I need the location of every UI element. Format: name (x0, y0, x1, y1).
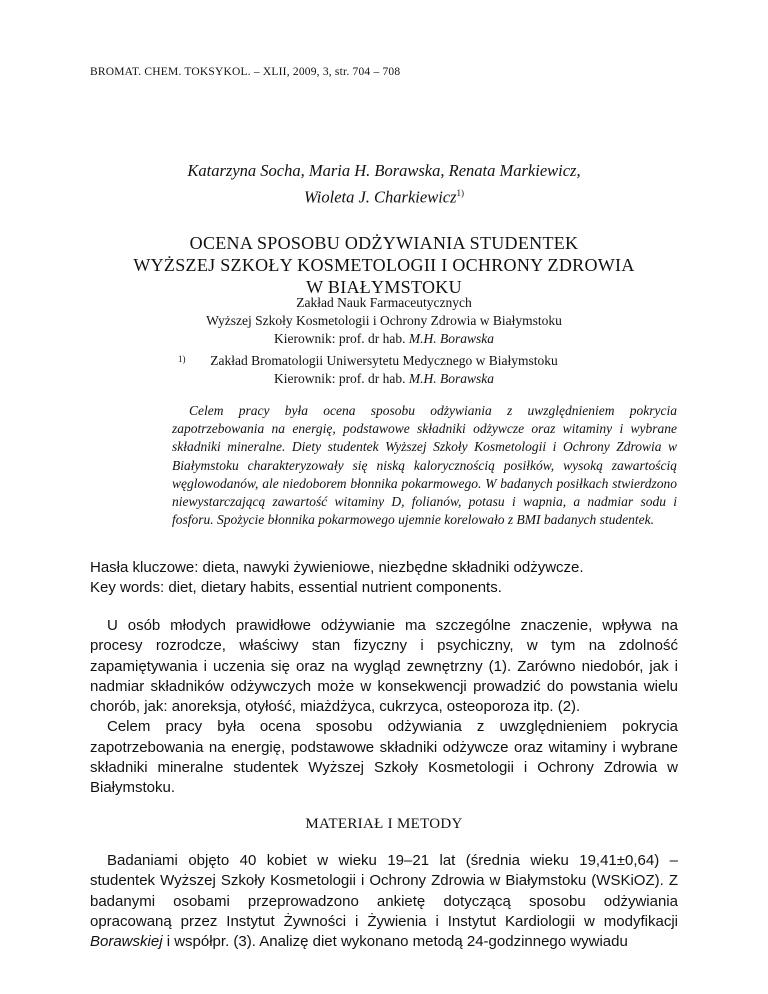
journal-reference: BROMAT. CHEM. TOKSYKOL. – XLII, 2009, 3, str. 704 – 708 (90, 66, 401, 78)
affiliation-1-head (90, 330, 678, 348)
methods (90, 851, 678, 952)
title-line-3: W BIAŁYMSTOKU (306, 277, 462, 297)
keywords-polish: Hasła kluczowe: dieta, nawyki żywieniowe, niezbędne składniki odżywcze. (90, 559, 584, 576)
authors-block (90, 160, 678, 209)
affiliation-1-head-prefix: Kierownik: prof. dr hab. (273, 331, 406, 346)
affiliation-2-line-1: Zakład Bromatologii Uniwersytetu Medycznego w Białymstoku (210, 353, 558, 368)
affiliation-1-line-1: Zakład Nauk Farmaceutycznych (296, 295, 472, 310)
article-title (90, 232, 678, 298)
intro-paragraph-1: U osób młodych prawidłowe odżywianie ma szczególne znaczenie, wpływa na procesy rozrodcze, właściwy stan fizyczny i psychiczny, w tym na zdolność zapamiętywania i uczenia się oraz na wygląd zewnętrzny (1). Zarówno niedobór, jak i nadmiar składników odżywczych może w konsekwencji prowadzić do powstania wielu chorób, jak: anoreksja, otyłość, miażdżyca, cukrzyca, osteoporoza itp. (2). (90, 617, 678, 716)
authors-line-2 (90, 182, 678, 209)
methods-p1-end: i współpr. (3). Analizę diet wykonano metodą 24-godzinnego wywiadu (166, 933, 628, 951)
affiliation-2-head-prefix: Kierownik: prof. dr hab. (273, 371, 406, 386)
affiliation-2 (90, 352, 678, 388)
affiliation-1-head-name: M.H. Borawska (408, 331, 495, 346)
affiliation-1 (90, 294, 678, 348)
affiliation-mark: 1) (456, 188, 465, 198)
methods-p1-author: Borawskiej (90, 933, 163, 951)
keywords-block (90, 558, 690, 598)
affiliation-2-head-name: M.H. Borawska (408, 371, 495, 386)
authors-line-1: Katarzyna Socha, Maria H. Borawska, Renata Markiewicz, (187, 161, 581, 180)
methods-paragraph-1 (90, 851, 678, 952)
methods-p1-start: Badaniami objęto 40 kobiet w wieku 19–21 lat (średnia wieku 19,41±0,64) – studentek Wyższej Szkoły Kosmetologii i Ochrony Zdrowia w Białymstoku (WSKiOZ). Z badanymi osobami przeprowadzono ankietę dotyczącą sposobu odżywiania opracowaną przez Instytut Żywności i Żywienia i Instytut Kardiologii w modyfikacji (90, 852, 678, 930)
abstract: Celem pracy była ocena sposobu odżywiania z uwzględnieniem pokrycia zapotrzebowania na energię, podstawowe składniki odżywcze oraz witaminy i wybrane składniki mineralne. Diety studentek Wyższej Szkoły Kosmetologii i Ochrony Zdrowia w Białymstoku charakteryzowały się niską kalorycznością posiłków, wysoką zawartością węglowodanów, ale niedoborem błonnika pokarmowego. W badanych posiłkach stwierdzono niewystarczającą zawartość witaminy D, folianów, potasu i wapnia, a nadmiar sodu i fosforu. Spożycie błonnika pokarmowego ujemnie korelowało z BMI badanych studentek. (172, 403, 677, 528)
title-line-1: OCENA SPOSOBU ODŻYWIANIA STUDENTEK (189, 233, 579, 253)
section-heading: MATERIAŁ I METODY (305, 816, 463, 832)
affiliation-2-mark: 1) (178, 354, 186, 364)
intro-paragraph-2: Celem pracy była ocena sposobu odżywiania z uwzględnieniem pokrycia zapotrzebowania na energię, podstawowe składniki odżywcze oraz witaminy i wybrane składniki mineralne studentek Wyższej Szkoły Kosmetologii i Ochrony Zdrowia w Białymstoku. (90, 718, 678, 797)
introduction (90, 616, 678, 799)
keywords-english: Key words: diet, dietary habits, essential nutrient components. (90, 579, 502, 596)
affiliation-1-line-2: Wyższej Szkoły Kosmetologii i Ochrony Zdrowia w Białymstoku (206, 313, 562, 328)
authors-line-2-text: Wioleta J. Charkiewicz (303, 187, 457, 207)
affiliation-2-head (90, 370, 678, 388)
title-line-2: WYŻSZEJ SZKOŁY KOSMETOLOGII I OCHRONY ZDROWIA (133, 255, 635, 275)
